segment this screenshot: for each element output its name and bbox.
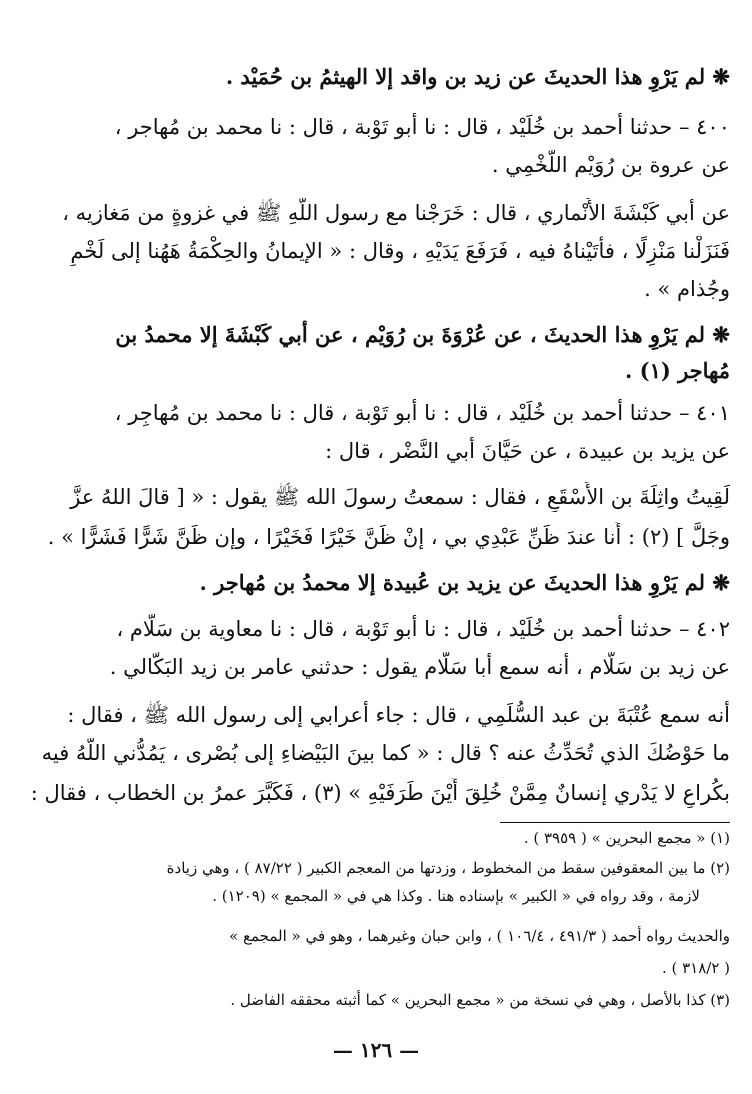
hadith-402-text-1: أنه سمع عُتْبَةَ بن عبد السُّلَمِي ، قال : جاء أعرابي إلى رسول الله ﷺ ، فقال :: [67, 703, 730, 727]
hadith-402-text-2: ما حَوْضُكَ الذي تُحَدِّثُ عنه ؟ قال : « كما بينَ البَيْضاءِ إلى بُصْرى ، يَمُدُّني اللَّهُ فيه: [41, 741, 730, 765]
hadith-401-text-2: وجَلَّ ] (٢) : أَنا عندَ ظَنِّ عَبْدِي بي ، إنْ ظَنَّ خَيْرًا فَخَيْرًا ، وإن ظَنَّ شَرًّا فَشَرًّا » .: [47, 525, 730, 549]
author-note-1: ❋ لم يَرْوِ هذا الحديثَ عن زيد بن واقد إلا الهيثمُ بن حُمَيْد .: [225, 64, 730, 89]
author-note-2: ❋ لم يَرْوِ هذا الحديثَ ، عن عُرْوَةَ بن رُوَيْم ، عن أبي كَبْشَةَ إلا محمدُ بن: [115, 322, 730, 347]
hadith-401-isnad: ٤٠١ – حدثنا أحمد بن خُلَيْد ، قال : نا أبو تَوْبة ، قال : نا محمد بن مُهاجِر ،: [114, 401, 730, 425]
hadith-400-text-2: فَنَزَلْنا مَنْزِلًا ، فأَتَيْناهُ فيه ، فَرَفَعَ يَدَيْهِ ، وقال : « الإيمانُ والحِكْمَةُ هَهُنا إلى لَخْمٍ: [70, 239, 730, 263]
hadith-400-text-1: عن أبي كَبْشَةَ الأَنْماري ، قال : خَرَجْنا مع رسول اللَّهِ ﷺ في غزوةٍ من مَغازيه ،: [62, 201, 730, 225]
footnote-2: (٢) ما بين المعقوفين سقط من المخطوط ، وزدتها من المعجم الكبير ( ٨٧/٢٢ ) ، وهي زيادة: [166, 859, 730, 877]
hadith-401-text-1: لَقِيتُ واثِلَةَ بن الأَسْقَعِ ، فقال : سمعتُ رسولَ الله ﷺ يقول : « [ قالَ اللهُ عزَّ: [70, 485, 730, 509]
hadith-400-text-3: وجُذام » .: [644, 277, 730, 301]
author-note-2-cont: مُهاجر (١) .: [625, 358, 730, 383]
footnote-1: (١) « مجمع البحرين » ( ٣٩٥٩ ) .: [523, 829, 730, 847]
hadith-402-text-3: بكُراعٍ لا يَدْري إنسانٌ مِمَّنْ خُلِقَ أَيْنَ طَرَفَيْهِ » (٣) ، فَكَبَّرَ عمرُ بن الخطاب ، فقال :: [30, 781, 730, 805]
footnote-2-extra-cont: ( ٣١٨/٢ ) .: [661, 959, 730, 977]
hadith-401-isnad-cont: عن يزيد بن عبيدة ، عن حَيَّانَ أبي النَّضْر ، قال :: [325, 439, 730, 463]
hadith-400-isnad-cont: عن عروة بن رُوَيْم اللَّخْمِي .: [491, 153, 730, 177]
page-number: — ١٢٦ —: [332, 1038, 420, 1062]
footnote-divider: [500, 822, 730, 823]
hadith-402-isnad-cont: عن زيد بن سَلَّام ، أنه سمع أبا سَلَّام يقول : حدثني عامر بن زيد البَكَّالي .: [109, 655, 730, 679]
footnote-2-extra: والحديث رواه أحمد ( ٤٩١/٣ ، ١٠٦/٤ ) ، وابن حبان وغيرهما ، وهو في « المجمع »: [229, 927, 730, 945]
author-note-3: ❋ لم يَرْوِ هذا الحديثَ عن يزيد بن عُبيدة إلا محمدُ بن مُهاجر .: [199, 570, 730, 595]
hadith-400-isnad: ٤٠٠ – حدثنا أحمد بن خُلَيْد ، قال : نا أبو تَوْبة ، قال : نا محمد بن مُهاجر ،: [114, 115, 730, 139]
footnote-3: (٣) كذا بالأصل ، وهي في نسخة من « مجمع البحرين » كما أثبته محققه الفاضل .: [230, 991, 730, 1009]
footnote-2-cont: لازمة ، وقد رواه في « الكبير » بإسناده هنا . وكذا هي في « المجمع » (١٢٠٩) .: [212, 887, 700, 905]
hadith-402-isnad: ٤٠٢ – حدثنا أحمد بن خُلَيْد ، قال : نا أبو تَوْبة ، قال : نا معاوية بن سَلَّام ،: [116, 617, 730, 641]
